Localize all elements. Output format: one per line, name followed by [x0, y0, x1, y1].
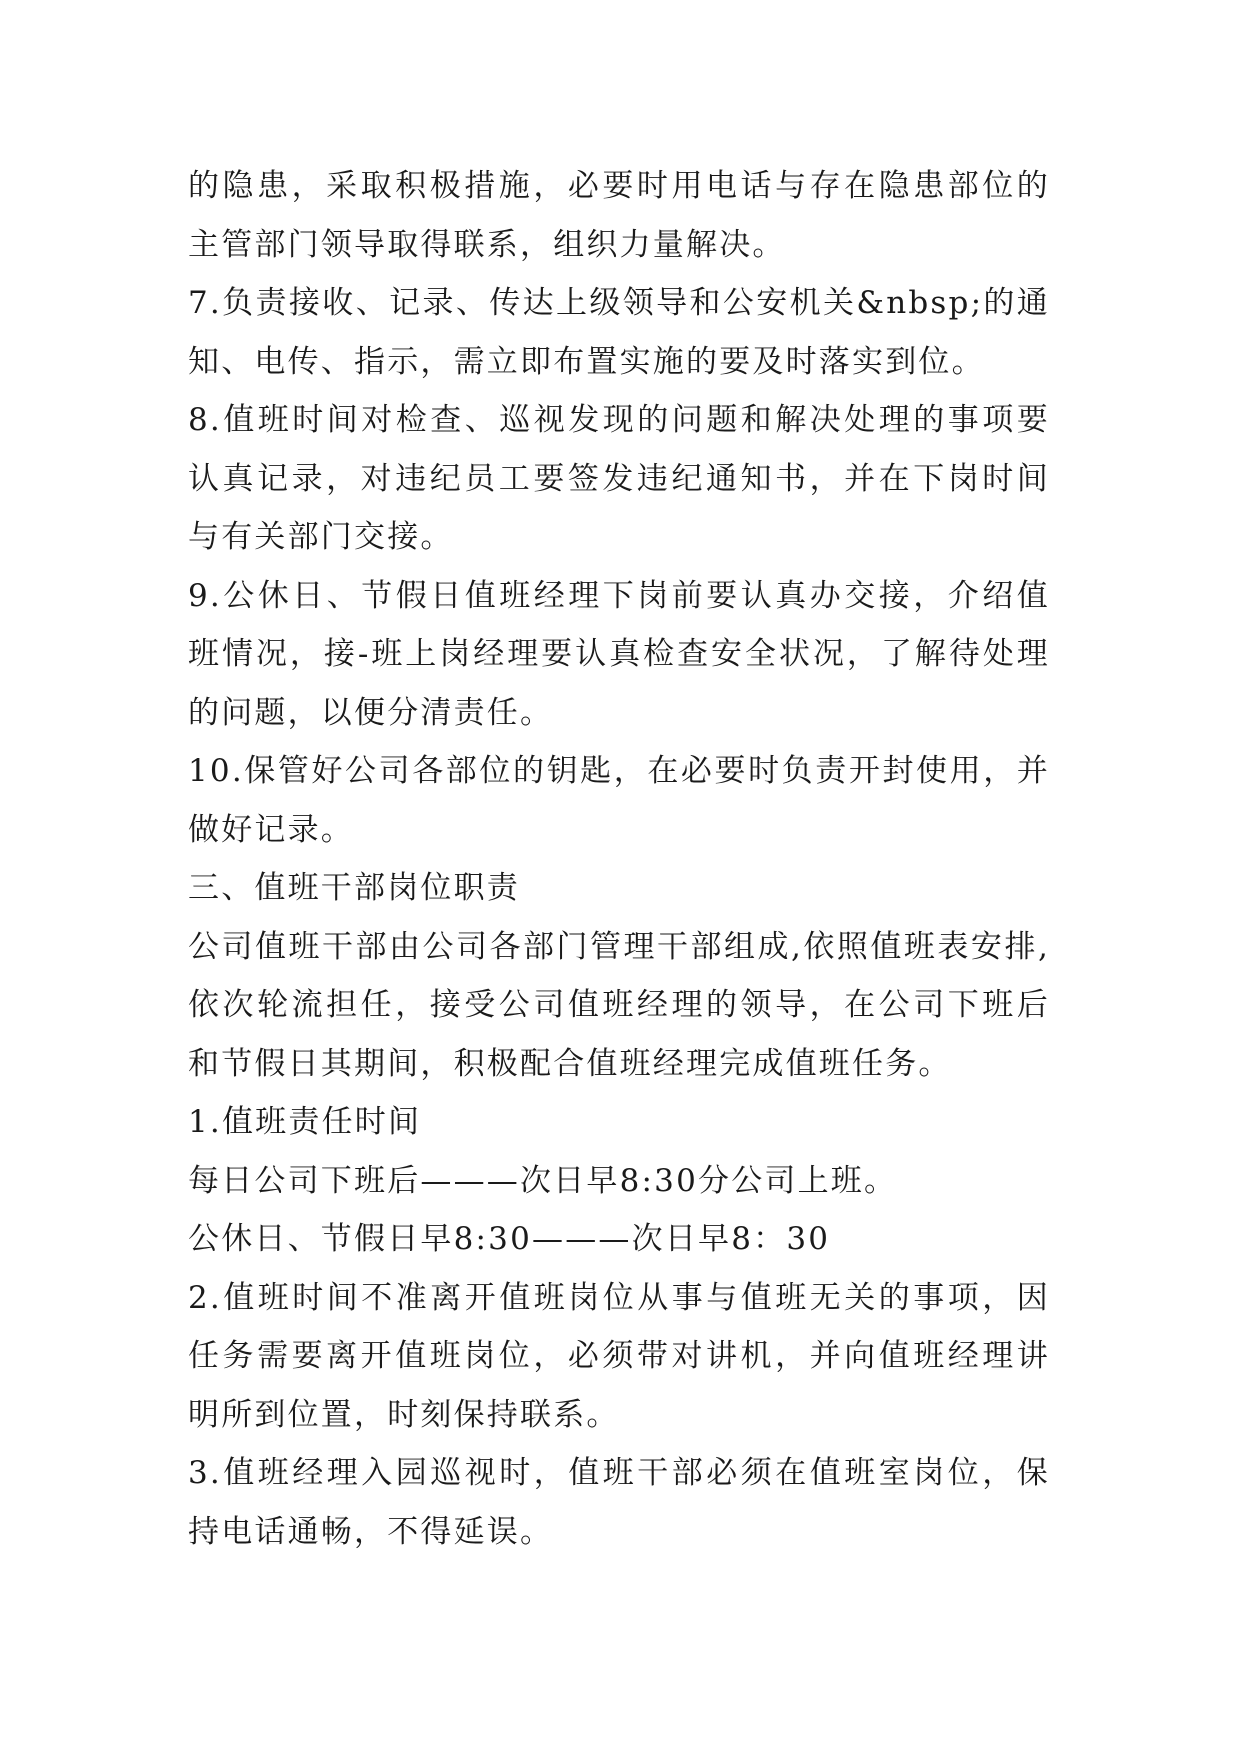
paragraph-item-2: 2.值班时间不准离开值班岗位从事与值班无关的事项，因任务需要离开值班岗位，必须带对讲机，并向值班经理讲明所到位置，时刻保持联系。	[188, 1279, 1050, 1433]
paragraph-item-3: 3.值班经理入园巡视时，值班干部必须在值班室岗位，保持电话通畅，不得延误。	[188, 1455, 1050, 1550]
paragraph-item-10: 10.保管好公司各部位的钥匙，在必要时负责开封使用，并做好记录。	[188, 753, 1050, 848]
paragraph-item-1-heading: 1.值班责任时间	[188, 1104, 422, 1140]
paragraph-item-9: 9.公休日、节假日值班经理下岗前要认真办交接，介绍值班情况，接-班上岗经理要认真检查安全状况，了解待处理的问题，以便分清责任。	[188, 577, 1050, 731]
paragraph-item-8: 8.值班时间对检查、巡视发现的问题和解决处理的事项要认真记录，对违纪员工要签发违纪通知书，并在下岗时间与有关部门交接。	[188, 402, 1050, 555]
paragraph-duty-cadre-intro: 公司值班干部由公司各部门管理干部组成,依照值班表安排,依次轮流担任，接受公司值班经理的领导，在公司下班后和节假日其期间，积极配合值班经理完成值班任务。	[188, 928, 1050, 1082]
paragraph-holiday-hours: 公休日、节假日早8:30———次日早8：30	[188, 1221, 831, 1257]
section-heading-duty-cadre: 三、值班干部岗位职责	[188, 870, 520, 906]
paragraph-weekday-hours: 每日公司下班后———次日早8:30分公司上班。	[188, 1162, 898, 1199]
document-body	[188, 157, 1050, 1561]
paragraph-hazard-handling: 的隐患，采取积极措施，必要时用电话与存在隐患部位的主管部门领导取得联系，组织力量解决。	[188, 168, 1050, 263]
paragraph-item-7: 7.负责接收、记录、传达上级领导和公安机关&nbsp;的通知、电传、指示，需立即布置实施的要及时落实到位。	[188, 285, 1050, 380]
